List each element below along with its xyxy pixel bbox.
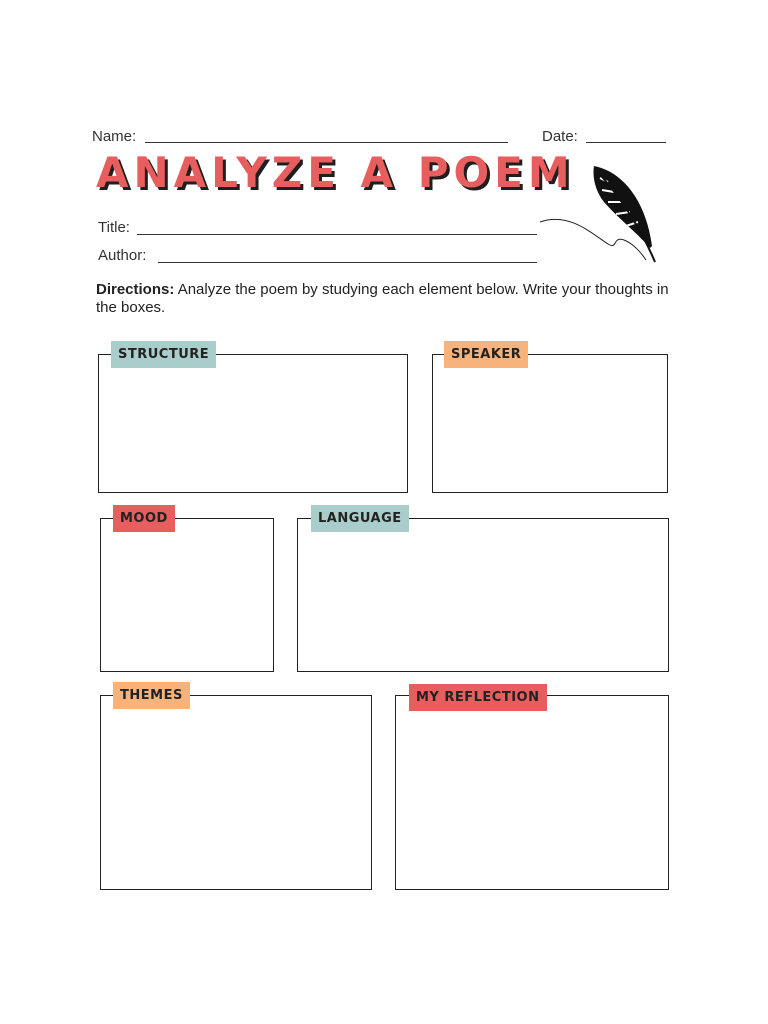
- mood-box[interactable]: [100, 518, 274, 672]
- speaker-tag: SPEAKER: [444, 341, 528, 368]
- language-box[interactable]: [297, 518, 669, 672]
- page-title: ANALYZE A POEM: [96, 148, 575, 197]
- date-label: Date:: [542, 128, 578, 145]
- language-tag: LANGUAGE: [311, 505, 409, 532]
- name-field[interactable]: [145, 142, 508, 143]
- title-label: Title:: [98, 219, 130, 236]
- themes-tag: THEMES: [113, 682, 190, 709]
- structure-tag: STRUCTURE: [111, 341, 216, 368]
- my-reflection-tag: MY REFLECTION: [409, 684, 547, 711]
- my-reflection-box[interactable]: [395, 695, 669, 890]
- mood-tag: MOOD: [113, 505, 175, 532]
- author-label: Author:: [98, 247, 147, 264]
- name-label: Name:: [92, 128, 137, 145]
- directions-text: Analyze the poem by studying each element below. Write your thoughts in the boxes.: [96, 281, 669, 316]
- quill-icon: [538, 162, 663, 266]
- directions: [96, 281, 676, 317]
- structure-box[interactable]: [98, 354, 408, 493]
- directions-label: Directions:: [96, 281, 175, 298]
- author-field[interactable]: [158, 262, 537, 263]
- date-field[interactable]: [586, 142, 666, 143]
- speaker-box[interactable]: [432, 354, 668, 493]
- title-field[interactable]: [137, 234, 537, 235]
- themes-box[interactable]: [100, 695, 372, 890]
